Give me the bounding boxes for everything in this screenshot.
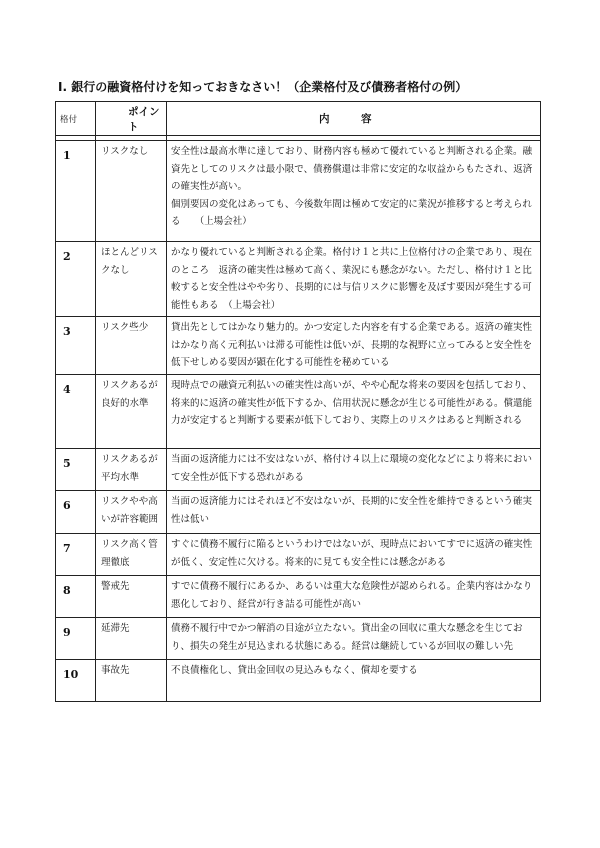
table-row [56, 660, 541, 702]
content-paragraph: すぐに債務不履行に陥るというわけではないが、現時点においてすでに返済の確実性が低く、安定性に欠ける。将来的に見ても安全性には懸念がある [171, 539, 533, 568]
rating-content [167, 618, 541, 660]
rating-point: 警戒先 [96, 576, 167, 618]
table-header-row [56, 102, 541, 136]
table-row [56, 449, 541, 491]
rating-grade: 6 [56, 491, 96, 534]
rating-point: リスクなし [96, 141, 167, 242]
rating-grade: 3 [56, 317, 96, 375]
rating-point: リスクあるが良好的水準 [96, 375, 167, 449]
content-paragraph: すでに債務不履行にあるか、あるいは重大な危険性が認められる。企業内容はかなり悪化しており、経営が行き詰る可能性が高い [171, 581, 533, 610]
table-row [56, 141, 541, 242]
content-paragraph: 安全性は最高水準に達しており、財務内容も極めて優れていると判断される企業。融資先としてのリスクは最小限で、債務償還は非常に安定的な収益からもたされ、返済の確実性が高い。 [171, 146, 533, 192]
rating-rows [56, 141, 541, 702]
rating-point: 延滞先 [96, 618, 167, 660]
rating-content [167, 242, 541, 317]
content-paragraph: 現時点での融資元利払いの確実性は高いが、やや心配な将来の要因を包括しており、将来的に返済の確実性が低下するか、信用状況に懸念が生じる可能性がある。償還能力が安定すると判断する要素が低下しており、実際上のリスクはあると判断される [171, 380, 533, 426]
rating-grade: 1 [56, 141, 96, 242]
rating-content [167, 449, 541, 491]
rating-point: ほとんどリスクなし [96, 242, 167, 317]
header-content: 内 容 [167, 102, 541, 136]
table-row [56, 576, 541, 618]
credit-rating-table [55, 101, 541, 702]
table-row [56, 534, 541, 576]
rating-grade: 8 [56, 576, 96, 618]
content-paragraph: 個別要因の変化はあっても、今後数年間は極めて安定的に業況が推移すると考えられる （上場会社） [171, 198, 532, 227]
table-row [56, 242, 541, 317]
rating-content [167, 660, 541, 702]
rating-content [167, 491, 541, 534]
content-paragraph: かなり優れていると判断される企業。格付け１と共に上位格付けの企業であり、現在のところ 返済の確実性は極めて高く、業況にも懸念がない。ただし、格付け１と比較すると安全性はやや劣り、長期的には与信リスクに影響を及ぼす要因が発生する可能性もある （上場会社） [171, 247, 533, 311]
content-paragraph: 不良債権化し、貸出金回収の見込みもなく、償却を要する [171, 665, 418, 676]
rating-grade: 2 [56, 242, 96, 317]
rating-grade: 9 [56, 618, 96, 660]
header-point: ポイント [96, 102, 167, 136]
table-row [56, 317, 541, 375]
header-grade: 格付 [56, 102, 96, 136]
page-title: Ⅰ. 銀行の融資格付けを知っておきなさい！（企業格付及び債務者格付の例） [58, 80, 468, 94]
rating-point: リスク高く管理徹底 [96, 534, 167, 576]
content-paragraph: 当面の返済能力には不安はないが、格付け４以上に環境の変化などにより将来において安全性が低下する恐れがある [171, 454, 533, 483]
table-row [56, 375, 541, 449]
rating-content [167, 141, 541, 242]
rating-point: リスク些少 [96, 317, 167, 375]
rating-grade: 5 [56, 449, 96, 491]
content-paragraph: 当面の返済能力にはそれほど不安はないが、長期的に安全性を維持できるという確実性は低い [171, 496, 533, 525]
rating-content [167, 317, 541, 375]
content-paragraph: 貸出先としてはかなり魅力的。かつ安定した内容を有する企業である。返済の確実性はかなり高く元利払いは滞る可能性は低いが、長期的な視野に立ってみると安全性を低下せしめる要因が顕在化する可能性を秘めている [171, 322, 533, 368]
table-row [56, 618, 541, 660]
rating-content [167, 576, 541, 618]
rating-point: リスクやや高いが許容範囲 [96, 491, 167, 534]
rating-point: リスクあるが平均水準 [96, 449, 167, 491]
rating-grade: 10 [56, 660, 96, 702]
rating-grade: 7 [56, 534, 96, 576]
rating-grade: 4 [56, 375, 96, 449]
content-paragraph: 債務不履行中でかつ解消の目途が立たない。貸出金の回収に重大な懸念を生じており、損失の発生が見込まれる状態にある。経営は継続しているが回収の難しい先 [171, 623, 523, 652]
table-row [56, 491, 541, 534]
rating-content [167, 534, 541, 576]
rating-content [167, 375, 541, 449]
rating-point: 事故先 [96, 660, 167, 702]
